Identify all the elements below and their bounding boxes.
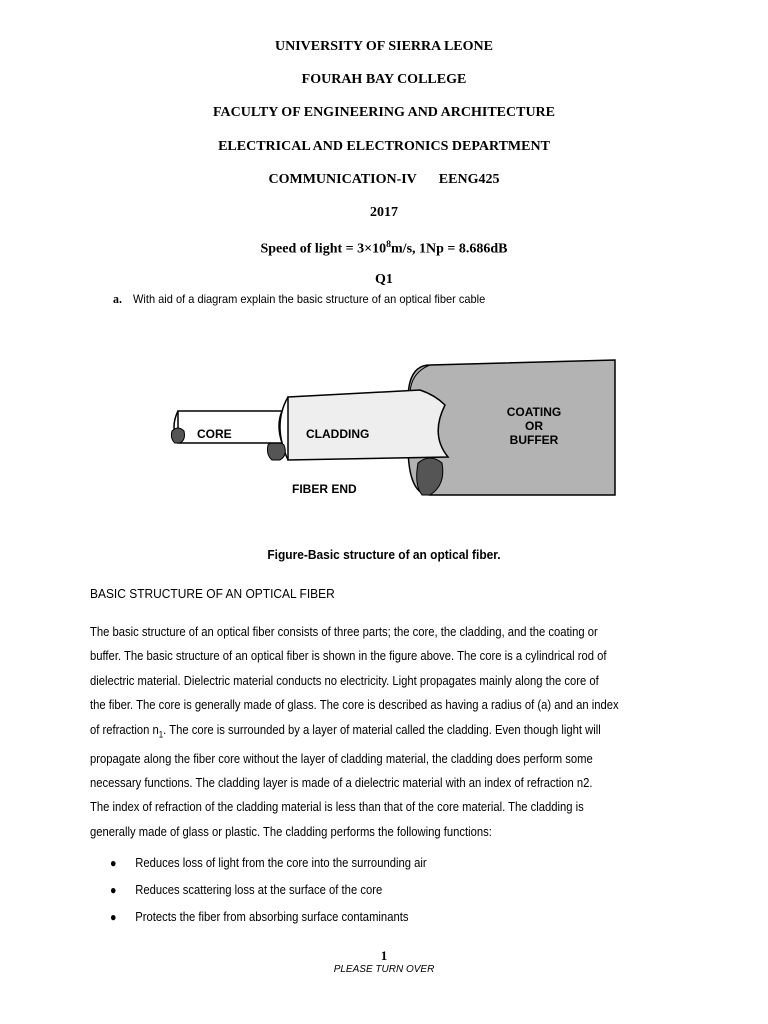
paragraph-line: buffer. The basic structure of an optical fiber is shown in the figure above. The core is a cylindrical rod of	[90, 649, 607, 664]
paragraph-line: The index of refraction of the cladding material is less than that of the core material. The cladding is	[90, 800, 584, 815]
bullet-icon: ●	[110, 910, 117, 924]
paragraph-line: dielectric material. Dielectric material conducts no electricity. Light propagates mainly along the core of	[90, 673, 599, 688]
section-title: BASIC STRUCTURE OF AN OPTICAL FIBER	[90, 586, 335, 601]
exam-year: 2017	[370, 205, 398, 220]
list-item: ● Protects the fiber from absorbing surface contaminants	[110, 910, 409, 924]
university-name: UNIVERSITY OF SIERRA LEONE	[275, 39, 493, 54]
cladding-end-dark	[268, 441, 286, 460]
core-label: CORE	[197, 427, 232, 441]
paragraph-line: the fiber. The core is generally made of glass. The core is described as having a radius of (a) and an index	[90, 698, 619, 713]
list-item: ● Reduces loss of light from the core into the surrounding air	[110, 856, 427, 870]
paragraph-line: propagate along the fiber core without the layer of cladding material, the cladding does perform some	[90, 751, 593, 766]
figure-caption: Figure-Basic structure of an optical fiber.	[267, 547, 501, 562]
question-part-a	[113, 291, 485, 307]
cladding-shape	[288, 390, 448, 460]
fiber-end-label: FIBER END	[292, 482, 357, 496]
college-name: FOURAH BAY COLLEGE	[301, 72, 467, 87]
constants-line: Speed of light = $3\times 10^8m/s$, 1Np = 8.686dB	[260, 239, 508, 257]
paragraph-line: necessary functions. The cladding layer is made of a dielectric material with an index of refraction n2.	[90, 775, 593, 790]
coating-label: COATING OR BUFFER	[506, 405, 562, 447]
part-label: a.	[113, 291, 122, 306]
page-number: 1	[380, 948, 388, 963]
faculty-name: FACULTY OF ENGINEERING AND ARCHITECTURE	[212, 105, 555, 120]
course-code: EENG425	[438, 172, 500, 187]
paragraph-line: generally made of glass or plastic. The cladding performs the following functions:	[90, 824, 492, 839]
list-item: ● Reduces scattering loss at the surface of the core	[110, 883, 383, 897]
turn-over-note: PLEASE TURN OVER	[333, 964, 435, 975]
department-name: ELECTRICAL AND ELECTRONICS DEPARTMENT	[218, 139, 550, 154]
core-end-dark	[171, 428, 184, 443]
cladding-label: CLADDING	[306, 427, 370, 441]
body-paragraph	[90, 620, 720, 844]
bullet-icon: ●	[110, 856, 117, 870]
paragraph-line: of refraction $n_1$. The core is surrounded by a layer of material called the cladding. Even though light will	[90, 722, 601, 740]
paragraph-line: The basic structure of an optical fiber consists of three parts; the core, the cladding, and the coating or	[90, 625, 598, 639]
part-text: With aid of a diagram explain the basic structure of an optical fiber cable	[133, 292, 486, 306]
question-label: Q1	[375, 272, 393, 287]
function-list	[110, 856, 427, 937]
course-name: COMMUNICATION-IV	[268, 172, 417, 187]
bullet-icon: ●	[110, 883, 117, 897]
course-line	[0, 172, 768, 188]
